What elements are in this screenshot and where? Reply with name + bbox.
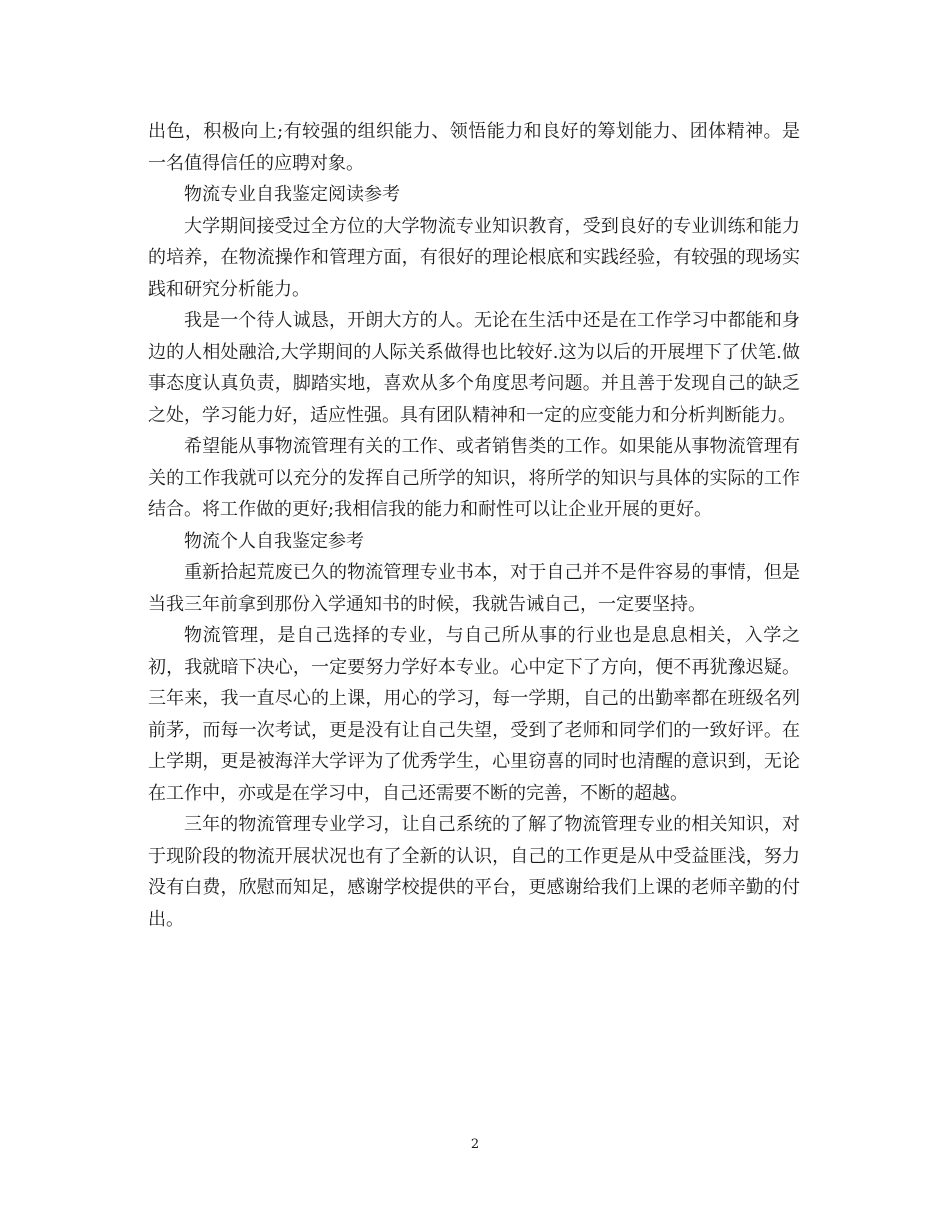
- paragraph-study-effort: 物流管理，是自己选择的专业，与自己所从事的行业也是息息相关，入学之初，我就暗下决心，一定要努力学好本专业。心中定下了方向，便不再犹豫迟疑。三年来，我一直尽心的上课，用心的学习，每一学期，自己的出勤率都在班级名列前茅，而每一次考试，更是没有让自己失望，受到了老师和同学们的一致好评。在上学期，更是被海洋大学评为了优秀学生，心里窃喜的同时也清醒的意识到，无论在工作中，亦或是在学习中，自己还需要不断的完善，不断的超越。: [148, 625, 800, 804]
- section-heading-reading-reference: 物流专业自我鉴定阅读参考: [184, 184, 400, 205]
- paragraph-career-goal: 希望能从事物流管理有关的工作、或者销售类的工作。如果能从事物流管理有关的工作我就可以充分的发挥自己所学的知识，将所学的知识与具体的实际的工作结合。将工作做的更好;我相信我的能力和耐性可以让企业开展的更好。: [148, 436, 800, 520]
- paragraph-education: 大学期间接受过全方位的大学物流专业知识教育，受到良好的专业训练和能力的培养，在物流操作和管理方面，有很好的理论根底和实践经验，有较强的现场实践和研究分析能力。: [148, 215, 800, 300]
- page-number: 2: [470, 1137, 480, 1152]
- paragraph-gratitude: 三年的物流管理专业学习，让自己系统的了解了物流管理专业的相关知识，对于现阶段的物流开展状况也有了全新的认识，自己的工作更是从中受益匪浅，努力没有白费，欣慰而知足，感谢学校提供的平台，更感谢给我们上课的老师辛勤的付出。: [148, 814, 800, 930]
- paragraph-resuming-study: 重新拾起荒废已久的物流管理专业书本，对于自己并不是件容易的事情，但是当我三年前拿到那份入学通知书的时候，我就告诫自己，一定要坚持。: [148, 562, 800, 615]
- paragraph-personality: 我是一个待人诚恳，开朗大方的人。无论在生活中还是在工作学习中都能和身边的人相处融洽,大学期间的人际关系做得也比较好.这为以后的开展埋下了伏笔.做事态度认真负责，脚踏实地，喜欢从多个角度思考问题。并且善于发现自己的缺乏之处，学习能力好，适应性强。具有团队精神和一定的应变能力和分析判断能力。: [148, 310, 800, 426]
- section-heading-personal-reference: 物流个人自我鉴定参考: [184, 530, 364, 552]
- document-body: [148, 116, 800, 935]
- paragraph-continuation: 出色，积极向上;有较强的组织能力、领悟能力和良好的筹划能力、团体精神。是一名值得信任的应聘对象。: [148, 121, 800, 174]
